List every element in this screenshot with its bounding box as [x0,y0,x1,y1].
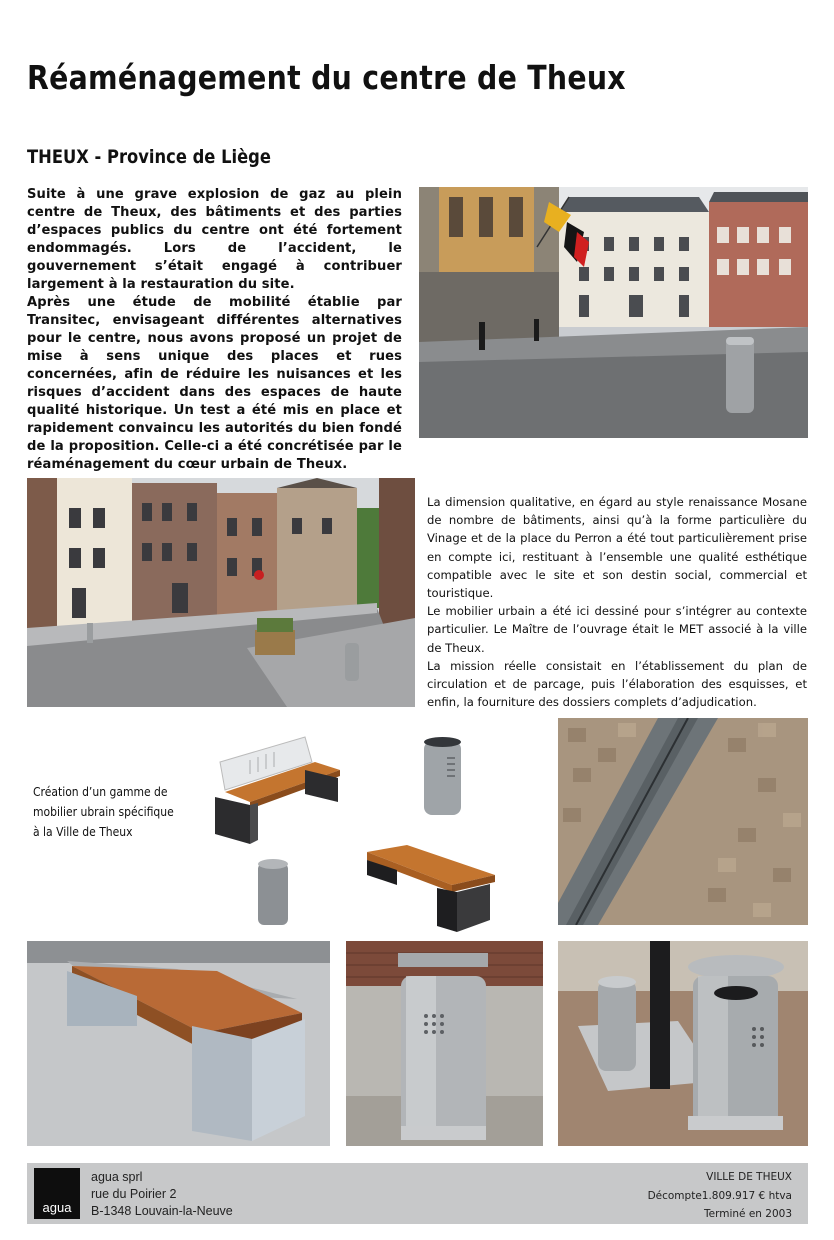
description-paragraph-3: La mission réelle consistait en l’établissement du plan de circulation et de parcage, puis l’élaboration des esquisses, et enfin, la fourniture des dossiers complets d’adjudication. [427,658,807,710]
render-bench-plain [362,840,497,935]
firm-address [91,1169,233,1220]
intro-paragraph-1: Suite à une grave explosion de gaz au plein centre de Theux, des bâtiments et des parties d’espaces publics du centre ont été fortement endommagés. Lors de l’accident, le gouvernement s’était engagé à contribuer largement à la restauration du site. [27,187,402,292]
description-paragraph-1: La dimension qualitative, en égard au style renaissance Mosane de nombre de bâtiments, ainsi qu’à la forme particulière du Vinage et de la place du Perron a été tout particulièrement prise en compte ici, restituant à l’ensemble une qualité esthétique compatible avec le site et son destin social, commercial et touristique. [427,495,807,601]
completion-date: Terminé en 2003 [704,1208,792,1220]
description-text [427,493,807,711]
logo-text: agua [42,1200,72,1215]
project-amount: Décompte1.809.917 € htva [647,1189,792,1202]
agua-logo [34,1168,80,1219]
render-bench-backrest [210,732,345,847]
intro-paragraph-2: Après une étude de mobilité établie par Transitec, envisageant différentes alternatives pour le centre, nous avons proposé un projet de mise à sens unique des places et rues concernées, afin de réduire les nuisances et les risques d’accident dans des espaces de haute qualité historique. Un test a été mis en place et rapidement convaincu les autorités du bien fondé de la proposition. Celle-ci a été concrétisée par le réaménagement du cœur urbain de Theux. [27,295,402,472]
client-name: VILLE DE THEUX [706,1171,792,1183]
photo-bin-bollard [558,941,808,1146]
address-street: rue du Poirier 2 [91,1187,177,1201]
page-title: Réaménagement du centre de Theux [27,58,626,97]
furniture-caption: Création d’un gamme de mobilier ubrain spécifique à la Ville de Theux [33,785,174,839]
intro-text [27,186,402,474]
project-info [648,1168,792,1224]
photo-steel-bin [346,941,543,1146]
footer-bar [27,1163,808,1224]
photo-paving-gutter [558,718,808,925]
photo-street [27,478,415,707]
photo-town-square [419,187,808,438]
photo-bench [27,941,330,1146]
description-paragraph-2: Le mobilier urbain a été ici dessiné pour s’intégrer au contexte particulier. Le Maître de l’ouvrage était le MET associé à la ville de Theux. [427,604,807,655]
firm-name: agua sprl [91,1170,143,1184]
address-city: B-1348 Louvain-la-Neuve [91,1204,233,1218]
render-bollard [255,857,291,927]
page-subtitle: THEUX - Province de Liège [27,146,271,168]
render-litter-bin [420,735,465,817]
